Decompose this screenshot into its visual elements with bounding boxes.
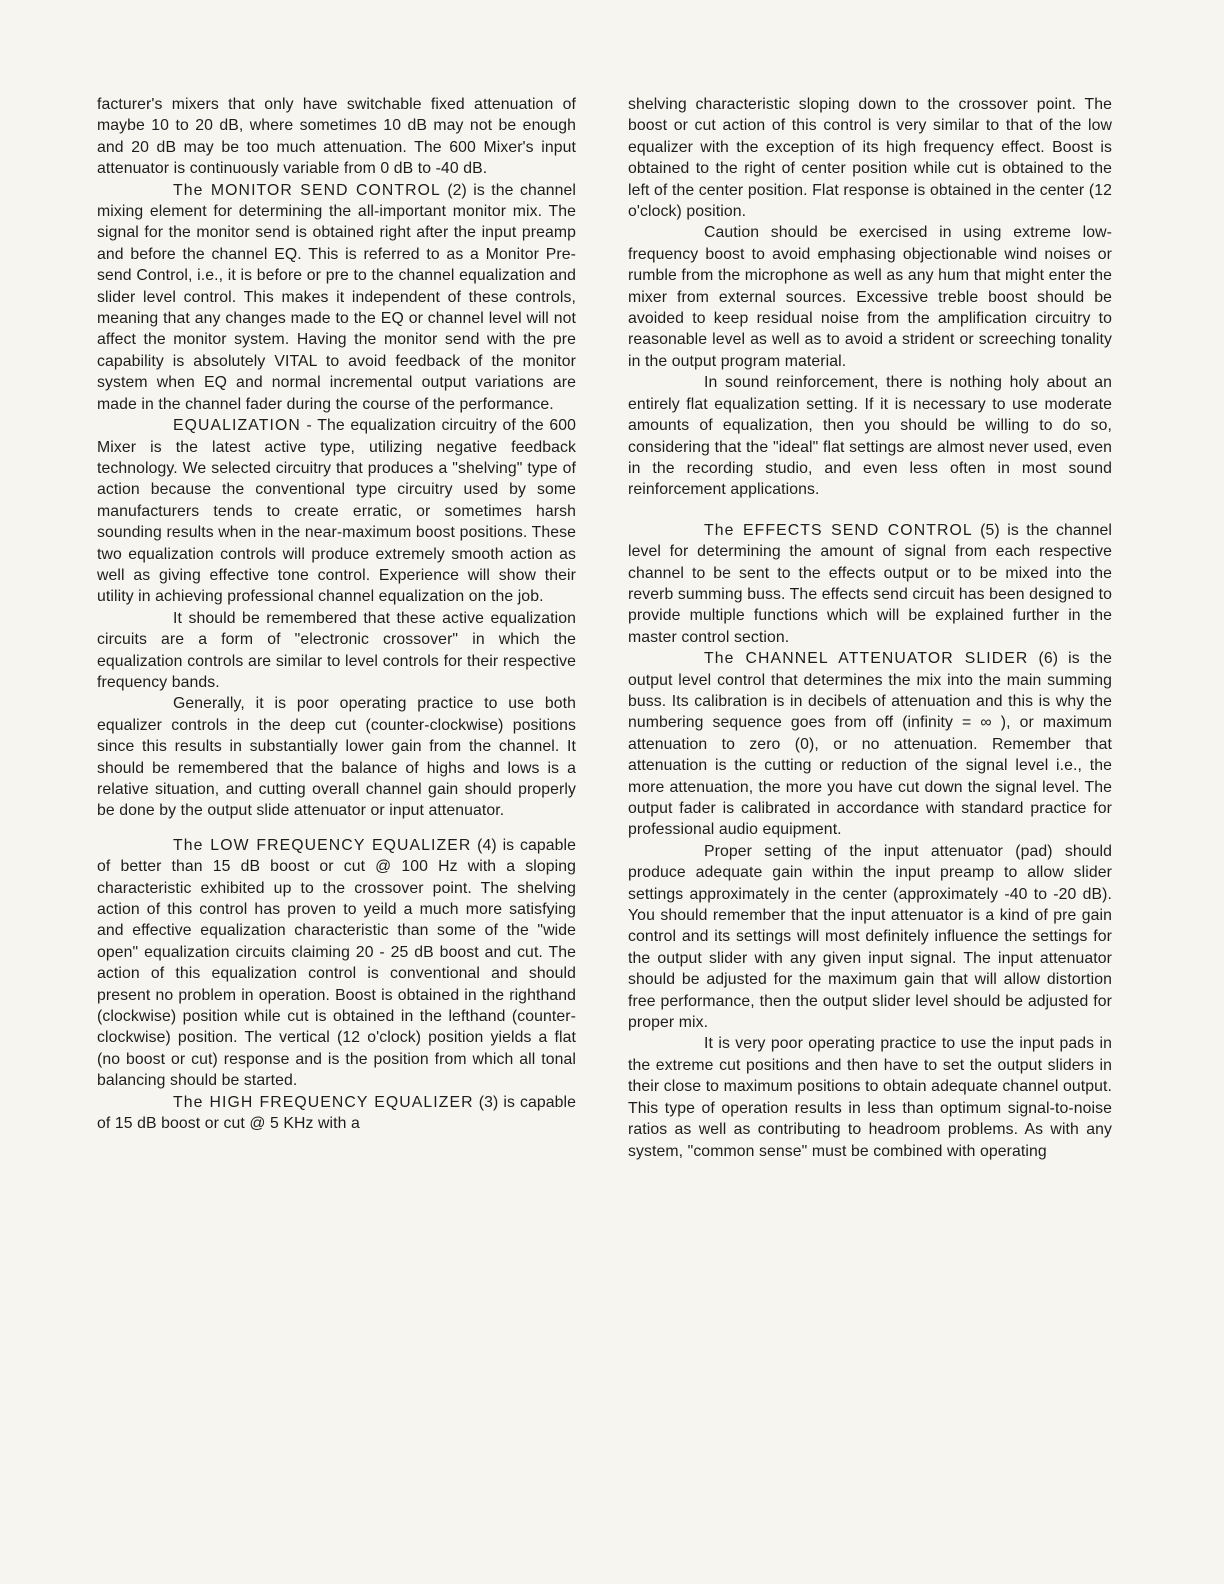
paragraph [628, 841, 1112, 1034]
section-heading: The EFFECTS SEND CONTROL [704, 521, 973, 539]
paragraph [628, 222, 1112, 372]
paragraph-text: (5) is the channel level for determining the amount of signal from each respective channel to be sent to the effects output or to be mixed into the reverb summing buss. The effects send circuit has been designed to provide multiple functions which will be explained further in the master control section. [628, 521, 1113, 646]
paragraph-text: It is very poor operating practice to use the input pads in the extreme cut positions and then have to set the output sliders in their close to maximum positions to obtain adequate channel output. This type of operation results in less than optimum signal-to-noise ratios as well as contributing to headroom problems. As with any system, "common sense" must be combined with operating [628, 1035, 1112, 1160]
paragraph [628, 94, 1112, 222]
paragraph-text: (6) is the output level control that determines the mix into the main summing buss. Its calibration is in decibels of attenuation and this is why the numbering sequence goes from off (infinity = ∞ ), or maximum attenuation to zero (0), or no attenuation. Remember that attenuation is the cutting or reduction of the signal level i.e., the more attenuation, the more you have cut down the signal level. The output fader is calibrated in accordance with standard practice for professional audio equipment. [628, 650, 1112, 839]
right-column [628, 94, 1112, 1162]
paragraph [97, 180, 576, 415]
paragraph [97, 1092, 576, 1135]
paragraph [97, 693, 576, 821]
paragraph [628, 520, 1112, 648]
paragraph-text: Generally, it is poor operating practice to use both equalizer controls in the deep cut (counter-clockwise) positions since this results in substantially lower gain from the channel. It should be remembered that the balance of highs and lows is a relative situation, and cutting overall channel gain should properly be done by the output slide attenuator or input attenuator. [97, 695, 576, 820]
paragraph [97, 835, 576, 1092]
paragraph-text: (2) is the channel mixing element for determining the all-important monitor mix. The signal for the monitor send is obtained right after the input preamp and before the channel EQ. This is referred to as a Monitor Pre-send Control, i.e., it is before or pre to the channel equalization and slider level control. This makes it independent of these controls, meaning that any changes made to the EQ or channel level will not affect the monitor system. Having the monitor send with the pre capability is absolutely VITAL to avoid feedback of the monitor system when EQ and normal incremental output variations are made in the channel fader during the course of the performance. [97, 181, 576, 413]
paragraph [97, 608, 576, 694]
paragraph [97, 415, 576, 608]
paragraph-text: (4) is capable of better than 15 dB boost or cut @ 100 Hz with a sloping characteristic exhibited up to the crossover point. The shelving action of this control has proven to yeild a much more satisfying and effective equalization characteristic than some of the "wide open" equalization circuits claiming 20 - 25 dB boost and cut. The action of this equalization control is conventional and should present no problem in operation. Boost is obtained in the righthand (clockwise) position while cut is obtained in the lefthand (counter-clockwise) position. The vertical (12 o'clock) position yields a flat (no boost or cut) response and is the position from which all tonal balancing should be started. [97, 836, 576, 1090]
paragraph-text: shelving characteristic sloping down to the crossover point. The boost or cut action of this control is very similar to that of the low equalizer with the exception of its high frequency effect. Boost is obtained to the right of center position while cut is obtained to the left of the center position. Flat response is obtained in the center (12 o'clock) position. [628, 96, 1112, 221]
paragraph-text: In sound reinforcement, there is nothing holy about an entirely flat equalization setting. If it is necessary to use moderate amounts of equalization, then you should be willing to do so, considering that the "ideal" flat settings are almost never used, even in the recording studio, and even less often in most sound reinforcement applications. [628, 374, 1112, 499]
section-heading: The LOW FREQUENCY EQUALIZER [173, 836, 472, 854]
paragraph-text: (3) is capable of 15 dB boost or cut @ 5 KHz with a [97, 1093, 577, 1133]
section-heading: The HIGH FREQUENCY EQUALIZER [173, 1093, 474, 1111]
paragraph [628, 648, 1112, 841]
paragraph [97, 94, 576, 180]
section-heading: The MONITOR SEND CONTROL [173, 181, 441, 199]
paragraph [628, 372, 1112, 500]
section-heading: The CHANNEL ATTENUATOR SLIDER [704, 650, 1029, 668]
paragraph-text: Caution should be exercised in using extreme low-frequency boost to avoid emphasing objectionable wind noises or rumble from the microphone as well as any hum that might enter the mixer from external sources. Excessive treble boost should be avoided to keep residual noise from the amplification circuitry to reasonable level as well as to avoid a strident or screeching tonality in the output program material. [628, 224, 1112, 370]
paragraph [628, 1033, 1112, 1161]
paragraph-text: facturer's mixers that only have switchable fixed attenuation of maybe 10 to 20 dB, where sometimes 10 dB may not be enough and 20 dB may be too much attenuation. The 600 Mixer's input attenuator is continuously variable from 0 dB to -40 dB. [97, 96, 576, 178]
paragraph-text: - The equalization circuitry of the 600 Mixer is the latest active type, utilizing negative feedback technology. We selected circuitry that produces a "shelving" type of action because the conventional type circuitry used by some manufacturers tends to create erratic, or sometimes harsh sounding results when in the near-maximum boost positions. These two equalization controls will produce extremely smooth action as well as giving effective tone control. Experience will show their utility in achieving professional channel equalization on the job. [97, 417, 576, 606]
paragraph-text: Proper setting of the input attenuator (pad) should produce adequate gain within the input preamp to allow slider settings approximately in the center (approximately -40 to -20 dB). You should remember that the input attenuator is a kind of pre gain control and its settings will most definitely influence the settings for the output slider with any given input signal. The input attenuator should be adjusted for the maximum gain that will allow distortion free performance, then the output slider level should be adjusted for proper mix. [628, 842, 1112, 1032]
left-column [97, 94, 576, 1135]
paragraph-text: It should be remembered that these active equalization circuits are a form of "electronic crossover" in which the equalization controls are similar to level controls for their respective frequency bands. [97, 609, 576, 691]
section-heading: EQUALIZATION [173, 417, 301, 435]
